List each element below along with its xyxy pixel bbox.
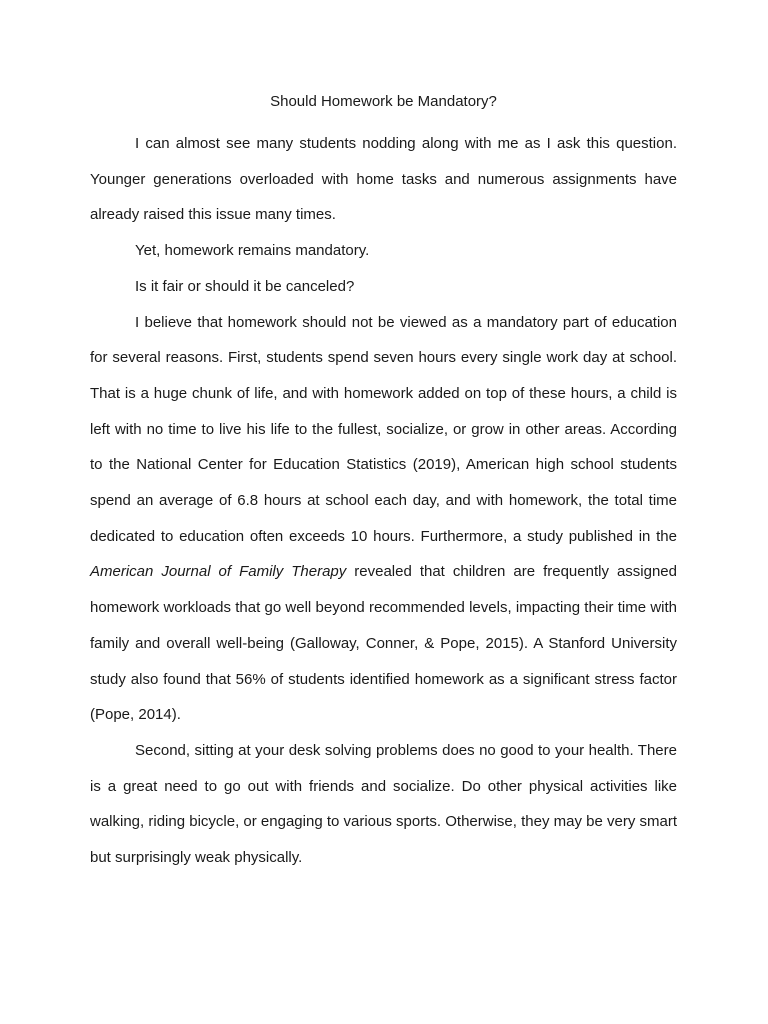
paragraph-first-reason xyxy=(90,305,677,733)
journal-title: American Journal of Family Therapy xyxy=(90,563,347,581)
paragraph-second-reason: Second, sitting at your desk solving problems does no good to your health. There is a great need to go out with friends and socialize. Do other physical activities like walking, riding bicycle, or engaging to various sports. Otherwise, they may be very smart but surprisingly weak physically. xyxy=(90,741,677,867)
paragraph-intro: I can almost see many students nodding along with me as I ask this question. Younger generations overloaded with home tasks and numerous assignments have already raised this issue many times. xyxy=(90,135,677,224)
paragraph-mandatory: Yet, homework remains mandatory. xyxy=(135,242,370,260)
paragraph-question: Is it fair or should it be canceled? xyxy=(135,277,355,295)
paragraph-first-reason-part2: revealed that children are frequently assigned homework workloads that go well beyond recommended levels, impacting their time with family and overall well-being (Galloway, Conner, & Pope, 2015). A Stanford University study also found that 56% of students identified homework as a significant stress factor (Pope, 2014). xyxy=(90,563,677,724)
document-body xyxy=(90,91,677,876)
document-title: Should Homework be Mandatory? xyxy=(270,93,497,110)
paragraph-first-reason-part1: I believe that homework should not be viewed as a mandatory part of education for several reasons. First, students spend seven hours every single work day at school. That is a huge chunk of life, and with homework added on top of these hours, a child is left with no time to live his life to the fullest, socialize, or grow in other areas. According to the National Center for Education Statistics (2019), American high school students spend an average of 6.8 hours at school each day, and with homework, the total time dedicated to education often exceeds 10 hours. Furthermore, a study published in the xyxy=(90,313,677,545)
